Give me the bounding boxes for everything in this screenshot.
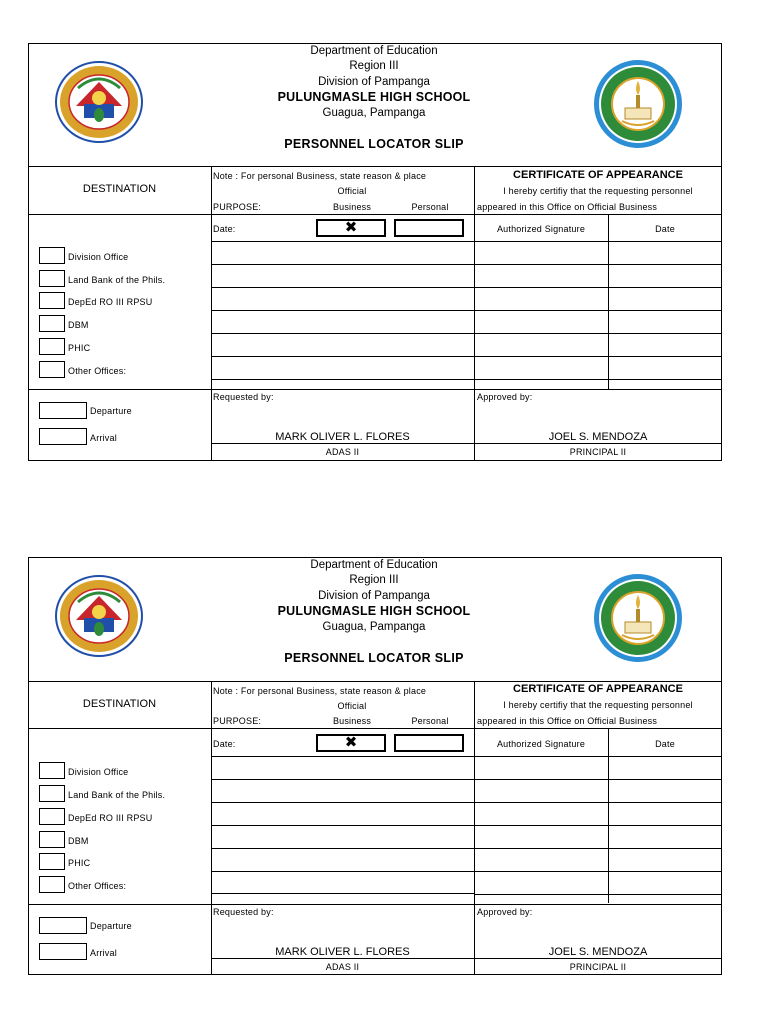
departure-label: Departure xyxy=(90,406,132,416)
division-name: Division of Pampanga xyxy=(318,76,430,88)
destination-option: PHIC xyxy=(68,858,91,868)
division-office-checkbox[interactable] xyxy=(39,247,65,264)
deped-seal-icon xyxy=(54,574,144,658)
school-name: PULUNGMASLE HIGH SCHOOL xyxy=(277,604,471,618)
departure-time-box[interactable] xyxy=(39,402,87,419)
form-title: PERSONNEL LOCATOR SLIP xyxy=(284,651,464,665)
destination-option: Land Bank of the Phils. xyxy=(68,790,166,800)
destination-option: Division Office xyxy=(68,252,129,262)
official-business-box[interactable]: ✖ xyxy=(316,734,386,752)
personal-label: Personal xyxy=(411,202,449,212)
destination-option: Other Offices: xyxy=(68,881,127,891)
school-address: Guagua, Pampanga xyxy=(322,621,426,633)
department-name: Department of Education xyxy=(310,45,438,57)
requester-position: ADAS II xyxy=(325,962,360,972)
dbm-checkbox[interactable] xyxy=(39,831,65,848)
arrival-time-box[interactable] xyxy=(39,428,87,445)
arrival-time-box[interactable] xyxy=(39,943,87,960)
certificate-title: CERTIFICATE OF APPEARANCE xyxy=(513,683,683,695)
division-office-checkbox[interactable] xyxy=(39,762,65,779)
locator-slip xyxy=(28,557,722,976)
date-label: Date: xyxy=(213,739,236,749)
landbank-checkbox[interactable] xyxy=(39,270,65,287)
division-name: Division of Pampanga xyxy=(318,590,430,602)
requested-by-label: Requested by: xyxy=(213,907,274,917)
official-label: Official xyxy=(337,186,367,196)
certificate-line-1: I hereby certifiy that the requesting personnel xyxy=(503,700,693,710)
arrival-label: Arrival xyxy=(90,948,117,958)
departure-time-box[interactable] xyxy=(39,917,87,934)
official-label: Official xyxy=(337,701,367,711)
certificate-line-2: appeared in this Office on Official Business xyxy=(477,716,658,726)
dbm-checkbox[interactable] xyxy=(39,315,65,332)
departure-label: Departure xyxy=(90,921,132,931)
destination-option: DepEd RO III RPSU xyxy=(68,813,153,823)
school-seal-icon xyxy=(592,573,684,663)
business-label: Business xyxy=(332,716,372,726)
department-name: Department of Education xyxy=(310,559,438,571)
school-address: Guagua, Pampanga xyxy=(322,107,426,119)
certificate-line-2: appeared in this Office on Official Business xyxy=(477,202,658,212)
purpose-label: PURPOSE: xyxy=(213,202,262,212)
school-seal-icon xyxy=(592,59,684,149)
requested-by-label: Requested by: xyxy=(213,392,274,402)
approver-position: PRINCIPAL II xyxy=(569,447,627,457)
other-offices-checkbox[interactable] xyxy=(39,876,65,893)
requester-position: ADAS II xyxy=(325,447,360,457)
authorized-signature-header: Authorized Signature xyxy=(496,739,586,749)
destination-option: Land Bank of the Phils. xyxy=(68,275,166,285)
personal-business-box[interactable] xyxy=(394,734,464,752)
certificate-date-header: Date xyxy=(655,224,675,234)
destination-option: DBM xyxy=(68,320,89,330)
destination-option: Division Office xyxy=(68,767,129,777)
authorized-signature-header: Authorized Signature xyxy=(496,224,586,234)
other-offices-checkbox[interactable] xyxy=(39,361,65,378)
destination-label: DESTINATION xyxy=(82,698,157,710)
personal-note: Note : For personal Business, state reason & place xyxy=(213,171,427,181)
phic-checkbox[interactable] xyxy=(39,338,65,355)
personal-note: Note : For personal Business, state reason & place xyxy=(213,686,427,696)
approver-name: JOEL S. MENDOZA xyxy=(548,946,648,958)
official-business-box[interactable]: ✖ xyxy=(316,219,386,237)
personal-business-box[interactable] xyxy=(394,219,464,237)
destination-option: Other Offices: xyxy=(68,366,127,376)
deped-ro-checkbox[interactable] xyxy=(39,808,65,825)
certificate-date-header: Date xyxy=(655,739,675,749)
requester-name: MARK OLIVER L. FLORES xyxy=(275,431,410,443)
school-name: PULUNGMASLE HIGH SCHOOL xyxy=(277,90,471,104)
phic-checkbox[interactable] xyxy=(39,853,65,870)
destination-option: DepEd RO III RPSU xyxy=(68,297,153,307)
certificate-line-1: I hereby certifiy that the requesting personnel xyxy=(503,186,693,196)
form-title: PERSONNEL LOCATOR SLIP xyxy=(284,137,464,151)
destination-label: DESTINATION xyxy=(82,183,157,195)
approved-by-label: Approved by: xyxy=(477,907,533,917)
certificate-title: CERTIFICATE OF APPEARANCE xyxy=(513,169,683,181)
region-name: Region III xyxy=(349,574,399,586)
approver-position: PRINCIPAL II xyxy=(569,962,627,972)
arrival-label: Arrival xyxy=(90,433,117,443)
requester-name: MARK OLIVER L. FLORES xyxy=(275,946,410,958)
destination-option: PHIC xyxy=(68,343,91,353)
region-name: Region III xyxy=(349,60,399,72)
locator-slip xyxy=(28,43,722,462)
deped-ro-checkbox[interactable] xyxy=(39,292,65,309)
business-label: Business xyxy=(332,202,372,212)
deped-seal-icon xyxy=(54,60,144,144)
destination-option: DBM xyxy=(68,836,89,846)
approver-name: JOEL S. MENDOZA xyxy=(548,431,648,443)
approved-by-label: Approved by: xyxy=(477,392,533,402)
landbank-checkbox[interactable] xyxy=(39,785,65,802)
purpose-label: PURPOSE: xyxy=(213,716,262,726)
personal-label: Personal xyxy=(411,716,449,726)
date-label: Date: xyxy=(213,224,236,234)
